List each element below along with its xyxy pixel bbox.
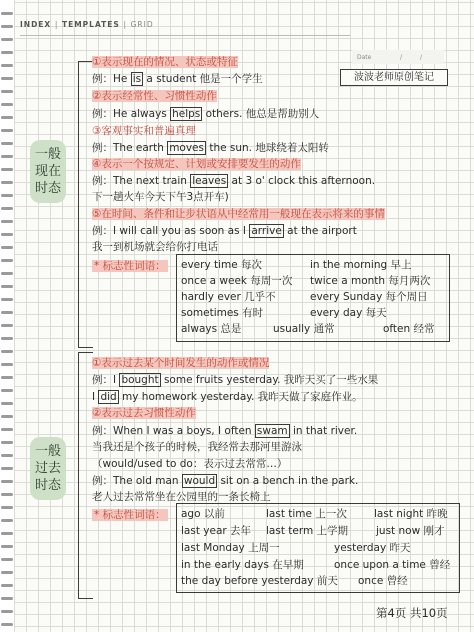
binding-ring (1, 441, 13, 444)
binding-ring (1, 25, 13, 28)
binding-ring (1, 480, 13, 483)
present-tense-line-2: 现在 (34, 164, 61, 179)
binding-ring (1, 493, 13, 496)
present-kw: every Sunday 每个周日 (310, 291, 428, 303)
present-keywords-title: * 标志性词语： (94, 260, 166, 272)
present-example-2: 例：He always helps others. 他总是帮助别人 (92, 108, 320, 120)
binding-ring (1, 194, 13, 197)
date-slash-2: / (420, 54, 423, 61)
past-kw: once upon a time 曾经 (334, 559, 451, 571)
past-kw: last term 上学期 (266, 525, 349, 537)
present-tense-line-1: 一般 (34, 147, 61, 162)
present-usage-2: ②表示经常性、习惯性动作 (92, 90, 217, 102)
page-number: 第4页 共10页 (376, 606, 448, 620)
binding-ring (1, 558, 13, 561)
binding-ring (1, 350, 13, 353)
author-stamp: 波波老师原创笔记 (340, 69, 448, 86)
binding-ring (1, 532, 13, 535)
past-example-2: 例：When I was a boys, I often swam in that river. (92, 425, 358, 437)
binding-ring (1, 155, 13, 158)
past-tense-line-1: 一般 (34, 444, 61, 459)
binding-ring (1, 142, 13, 145)
binding-ring (1, 246, 13, 249)
present-kw: often 经常 (383, 323, 435, 335)
binding-ring (1, 12, 13, 15)
binding-ring (1, 298, 13, 301)
binding-ring (1, 207, 13, 210)
binding-ring (1, 428, 13, 431)
present-usage-5: ⑤在时间、条件和让步状语从中经常用一般现在表示将来的事情 (92, 208, 385, 220)
present-tense-line-3: 时态 (34, 181, 61, 196)
present-kw: every time 每次 (181, 259, 263, 271)
present-kw: in the morning 早上 (310, 259, 412, 271)
present-example-4: 例：The next train leaves at 3 o' clock this afternoon. (92, 175, 376, 187)
present-kw: once a week 每周一次 (181, 275, 293, 287)
binding-ring (1, 597, 13, 600)
present-kw: hardly ever 几乎不 (181, 291, 276, 303)
binding-ring (1, 64, 13, 67)
header-templates: TEMPLATES (61, 20, 120, 29)
binding-ring (1, 220, 13, 223)
spiral-binding (0, 0, 14, 632)
binding-ring (1, 259, 13, 262)
past-usage-2: ②表示过去习惯性动作 (92, 407, 196, 419)
binding-ring (1, 324, 13, 327)
present-usage-4: ④表示一个按规定、计划或安排要发生的动作 (92, 158, 301, 170)
past-kw: ago 以前 (181, 508, 225, 520)
date-label: Date (357, 54, 372, 61)
present-kw: always 总是 (181, 323, 242, 335)
present-example-1: 例：He is a student 他是一个学生 (92, 73, 263, 85)
binding-ring (1, 376, 13, 379)
binding-ring (1, 545, 13, 548)
binding-ring (1, 233, 13, 236)
past-tense-label (30, 437, 66, 500)
past-kw: in the early days 在早期 (181, 559, 304, 571)
present-example-5-cn: 我一到机场就会给你打电话 (92, 241, 218, 253)
past-example-1: 例：I bought some fruits yesterday. 我昨天买了一些水果 (92, 374, 379, 386)
header-grid: GRID (130, 20, 154, 29)
binding-ring (1, 285, 13, 288)
past-kw: just now 刚才 (376, 525, 445, 537)
present-kw: every day 每天 (310, 307, 387, 319)
present-tense-label (30, 140, 66, 203)
past-tense-line-2: 过去 (34, 461, 61, 476)
header-index: INDEX (20, 20, 52, 29)
binding-ring (1, 623, 13, 626)
binding-ring (1, 571, 13, 574)
past-keywords-title: * 标志性词语： (94, 509, 166, 521)
binding-ring (1, 337, 13, 340)
binding-ring (1, 51, 13, 54)
binding-ring (1, 38, 13, 41)
binding-ring (1, 103, 13, 106)
header-sep-1: | (54, 20, 59, 29)
past-example-3: 例：The old man would sit on a bench in the park. (92, 475, 359, 487)
past-kw: last night 昨晚 (374, 508, 448, 520)
present-usage-3: ③客观事实和普遍真理 (92, 125, 196, 137)
past-kw: yesterday 昨天 (334, 542, 411, 554)
present-kw: twice a month 每月两次 (310, 275, 431, 287)
present-example-5: 例：I will call you as soon as I arrive at the airport (92, 225, 357, 237)
binding-ring (1, 168, 13, 171)
past-kw: once 曾经 (358, 575, 408, 587)
header-sep-2: | (123, 20, 127, 29)
binding-ring (1, 610, 13, 613)
binding-ring (1, 311, 13, 314)
binding-ring (1, 519, 13, 522)
binding-ring (1, 506, 13, 509)
past-kw: last Monday 上周一 (181, 542, 280, 554)
binding-ring (1, 467, 13, 470)
binding-ring (1, 116, 13, 119)
binding-ring (1, 90, 13, 93)
date-slash-1: / (400, 54, 403, 61)
binding-ring (1, 272, 13, 275)
binding-ring (1, 454, 13, 457)
past-kw: last time 上一次 (266, 508, 347, 520)
past-example-3-cn: 老人过去常常坐在公园里的一条长椅上 (92, 491, 271, 503)
present-kw: sometimes 有时 (181, 307, 264, 319)
past-example-2-cn: 当我还是个孩子的时候，我经常去那河里游泳 (92, 441, 302, 453)
past-usage-1: ①表示过去某个时间发生的动作或情况 (92, 357, 270, 369)
binding-ring (1, 181, 13, 184)
header-rule (20, 35, 350, 36)
present-bracket (78, 61, 93, 348)
past-tense-line-3: 时态 (34, 478, 61, 493)
past-example-2-note: （would/used to do：表示过去常常…） (92, 458, 288, 470)
present-example-3: 例：The earth moves the sun. 地球绕着太阳转 (92, 142, 329, 154)
page-header (20, 20, 154, 29)
past-bracket (78, 352, 93, 599)
past-kw: last year 去年 (181, 525, 252, 537)
binding-ring (1, 389, 13, 392)
present-kw: usually 通常 (273, 323, 335, 335)
binding-ring (1, 584, 13, 587)
binding-ring (1, 415, 13, 418)
binding-ring (1, 402, 13, 405)
date-box (352, 50, 444, 64)
present-example-4-cn: 下一趟火车今天下午3点开车) (92, 191, 229, 203)
past-kw: the day before yesterday 前天 (181, 575, 338, 587)
binding-ring (1, 363, 13, 366)
binding-ring (1, 77, 13, 80)
present-usage-1: ①表示现在的情况、状态或特征 (92, 56, 238, 68)
past-example-1b: I did my homework yesterday. 我昨天做了家庭作业。 (92, 391, 363, 403)
binding-ring (1, 129, 13, 132)
